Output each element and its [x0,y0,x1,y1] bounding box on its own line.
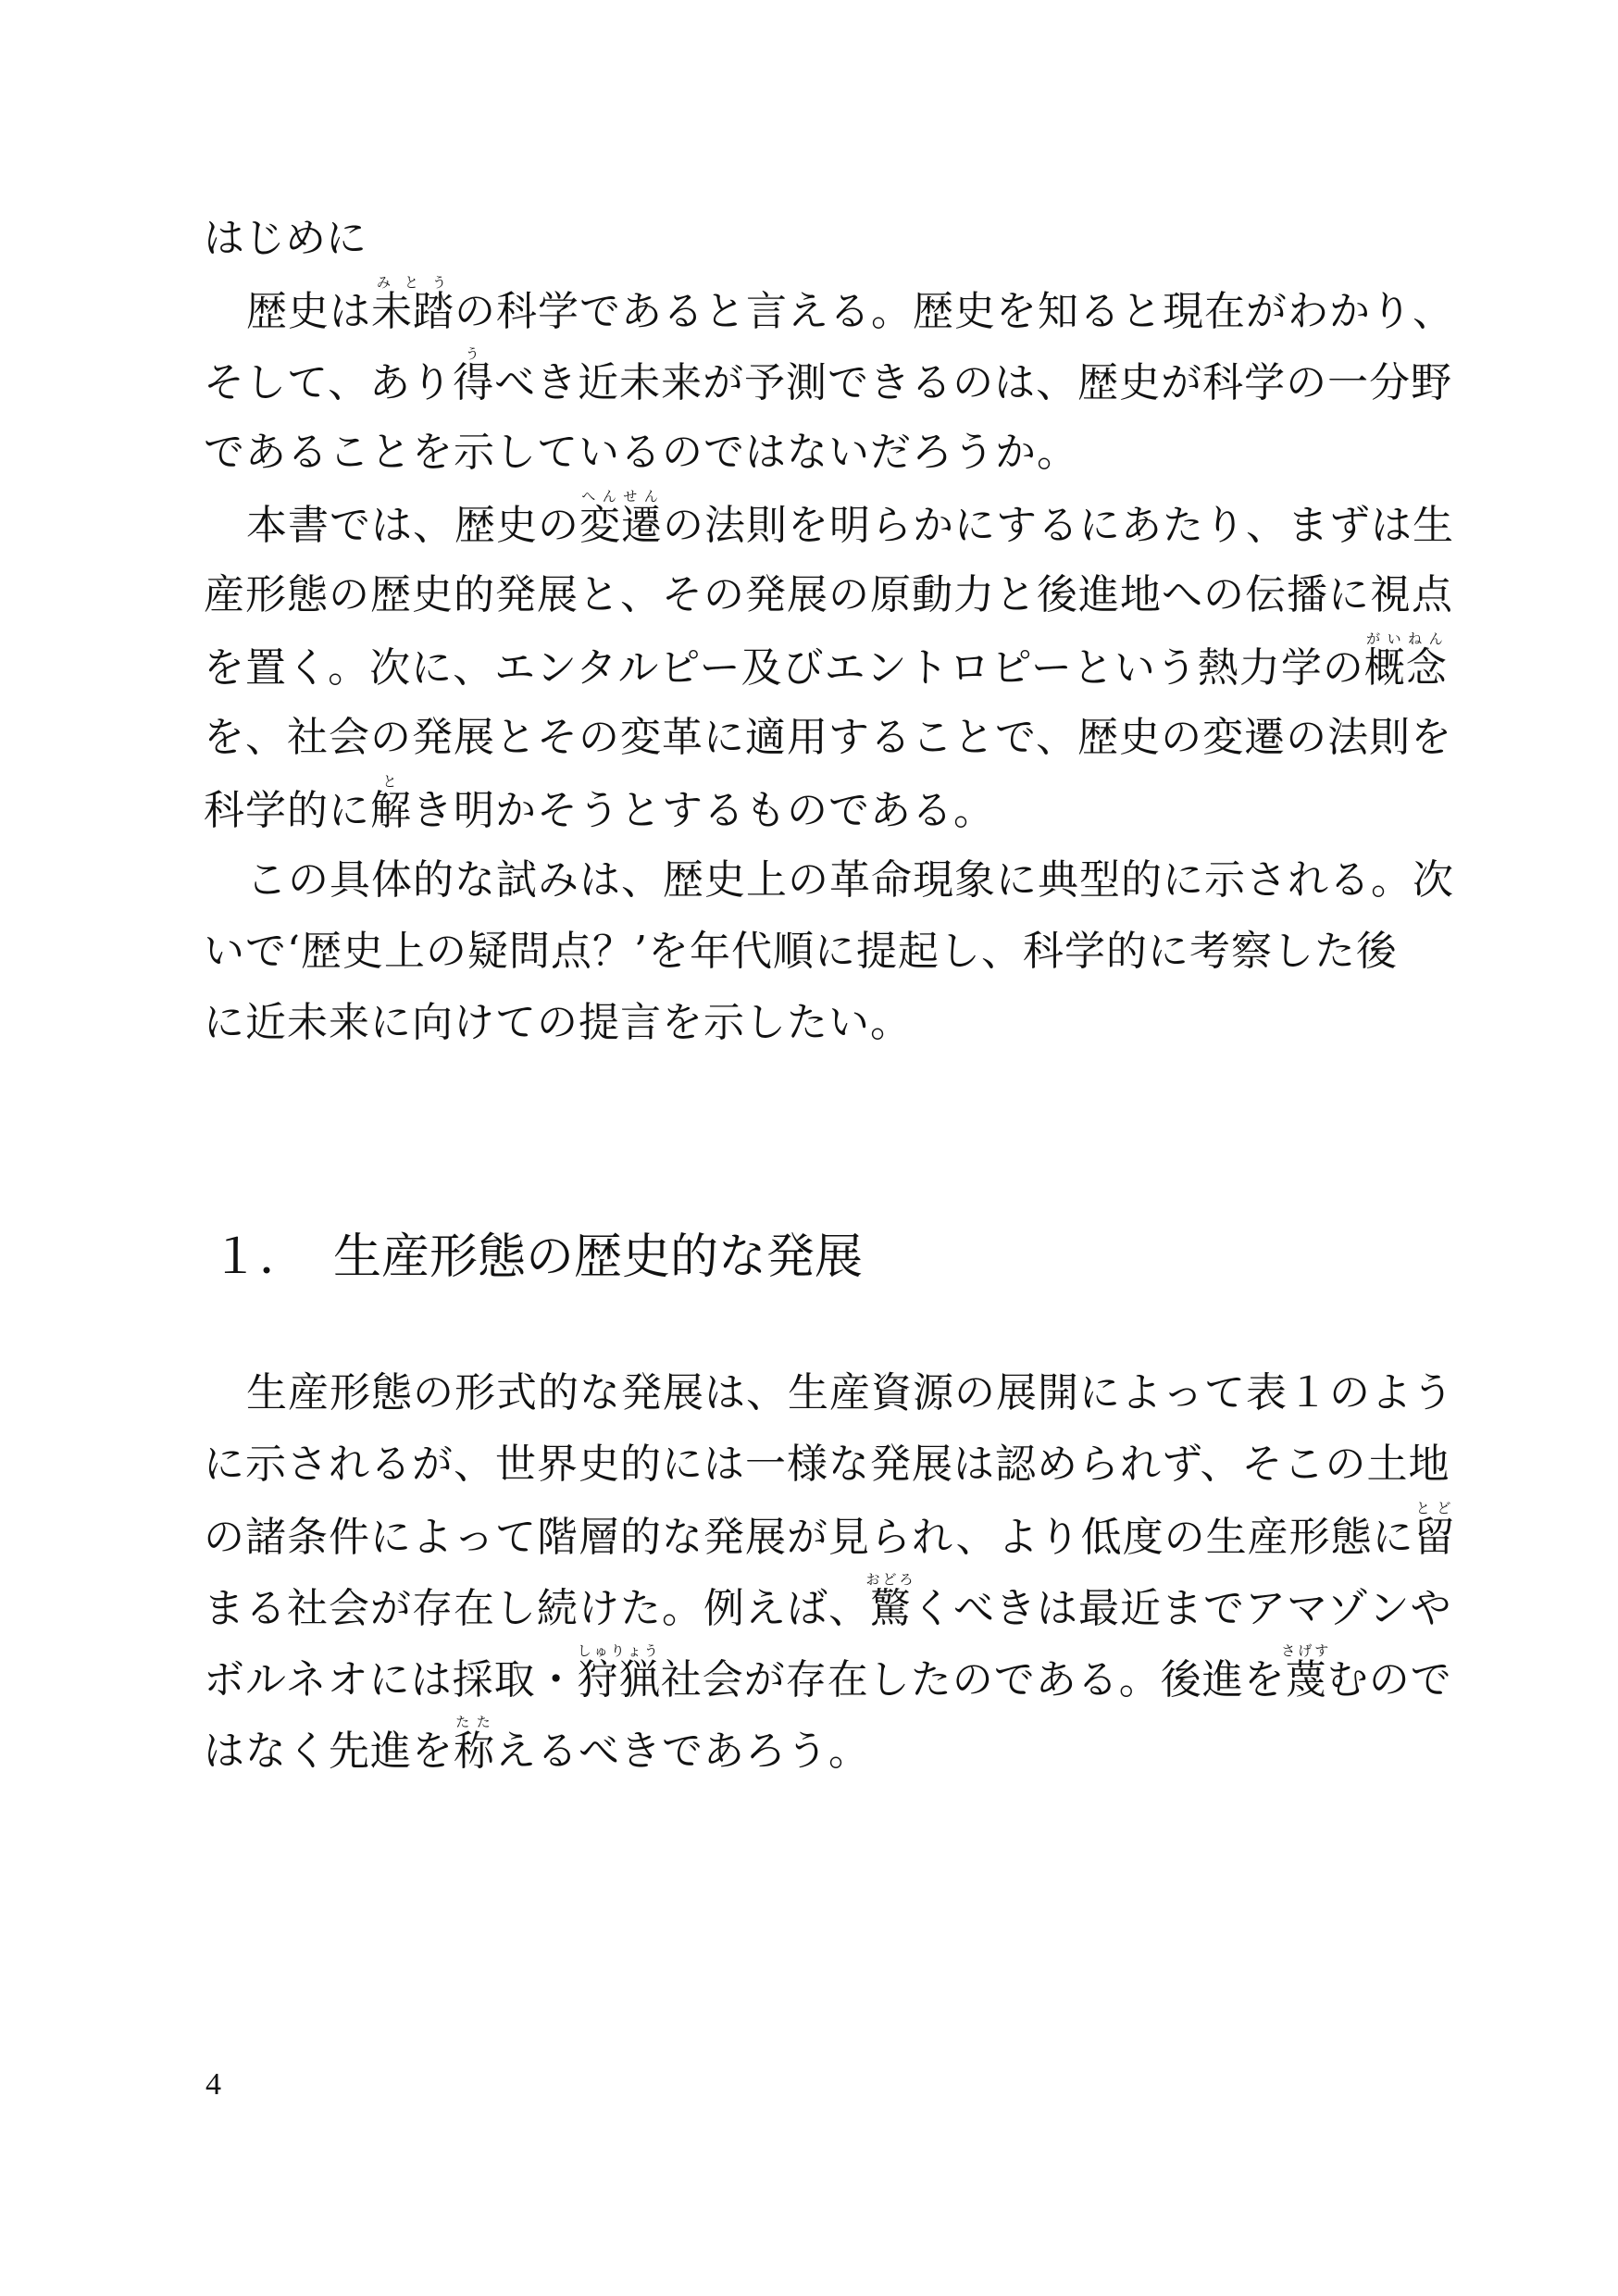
text-line: ボルネオには採取・狩猟しゅりょう社会が存在したのである。後進を蔑さげすむので [204,1642,1452,1703]
text-line: そして、あり得うべき近未来が予測できるのは、歴史が科学の一分野 [204,345,1453,406]
section-title: 生産形態の歴史的な発展 [333,1229,864,1285]
section-number: １． [211,1229,308,1285]
ruby-annotation: 留とど [1413,1500,1456,1561]
text-line: の諸条件によって階層的な発展が見られ、より低度の生産形態に留とど [204,1500,1456,1561]
ruby-annotation: 概念がいねん [1363,630,1448,692]
ruby-annotation: 解と [370,773,412,834]
ruby-annotation: 驚おどろ [865,1571,916,1632]
section-body [204,1357,1456,1785]
text-line: はなく先進を称たたえるべきであろう。 [204,1714,870,1775]
text-line: 科学的に解とき明かそうとするものである。 [204,773,995,834]
ruby-annotation: 狩猟しゅりょう [577,1642,661,1703]
text-line: を置く。次に、エンタルピー及びエントロピーという熱力学の概念がいねん [204,630,1448,692]
text-line: に近未来に向けての提言を示したい。 [204,999,912,1046]
text-line: 歴史は未踏みとうの科学であると言える。歴史を知ると現在がわかり、 [246,274,1454,335]
text-line: 本書では、歴史の変遷へんせんの法則を明らかにするにあたり、まずは生 [246,488,1454,549]
ruby-annotation: 変遷へんせん [579,488,663,549]
text-line: を、社会の発展とその変革に適用することで、歴史の変遷の法則を [204,714,1453,761]
ruby-annotation: 蔑さげす [1281,1642,1332,1703]
ruby-annotation: 得う [453,345,495,406]
ruby-annotation: 未踏みとう [371,274,454,335]
section-heading [211,1220,863,1294]
text-line: に示されるが、世界史的には一様な発展は認められず、そこの土地 [204,1441,1450,1488]
text-line: 生産形態の形式的な発展は、生産資源の展開によって表１のよう [246,1369,1454,1416]
text-line: まる社会が存在し続けた。例えば、驚おどろくべきは最近までアマゾンや [204,1571,1452,1632]
text-line: この具体的な試みは、歴史上の革命現象に典型的に示される。次 [246,856,1454,904]
page-number: 4 [205,2067,221,2102]
text-line: いで‘歴史上の疑問点？’を年代順に提起し、科学的に考察した後 [204,928,1398,975]
text-line: であることを示しているのではないだろうか。 [204,429,1078,476]
ruby-annotation: 称たた [454,1714,495,1775]
text-line: 産形態の歴史的発展と、その発展の原動力と後進地への伝播に視点 [204,571,1453,618]
intro-heading: はじめに [204,215,367,262]
intro-body [204,274,1454,1058]
